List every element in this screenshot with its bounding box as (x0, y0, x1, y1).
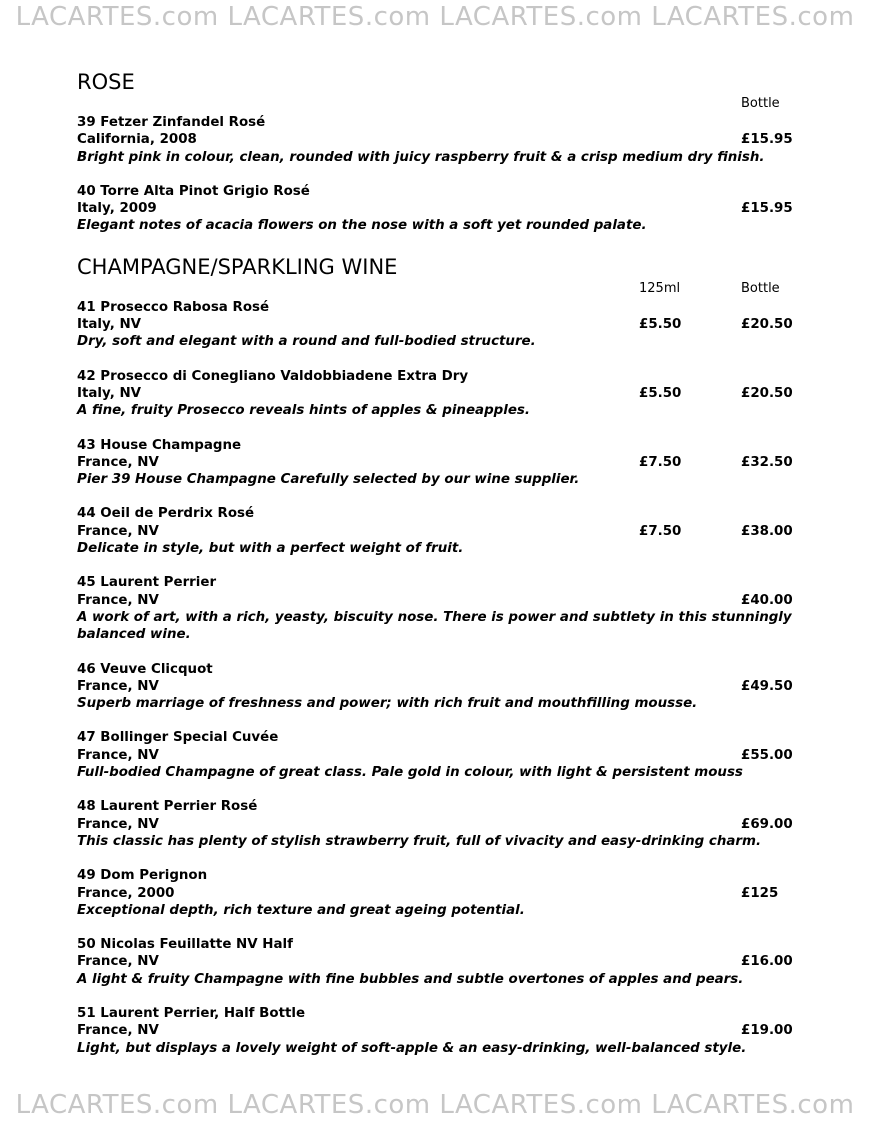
wine-item (77, 437, 807, 489)
wine-origin: France, NV (77, 592, 159, 608)
wine-origin: Italy, NV (77, 385, 142, 401)
wine-name: 47 Bollinger Special Cuvée (77, 730, 279, 746)
price-bottle: £32.50 (741, 454, 793, 470)
wine-name: 49 Dom Perignon (77, 868, 208, 884)
price-bottle: £38.00 (741, 523, 793, 539)
wine-origin: France, 2000 (77, 885, 175, 901)
wine-item (77, 299, 807, 351)
price-125ml: £7.50 (639, 454, 682, 470)
wine-description: Exceptional depth, rich texture and great ageing potential. (77, 902, 525, 918)
wine-description: Dry, soft and elegant with a round and full-bodied structure. (77, 334, 536, 350)
price-bottle: £55.00 (741, 747, 793, 763)
wine-origin: France, NV (77, 523, 159, 539)
wine-name: 41 Prosecco Rabosa Rosé (77, 299, 270, 315)
wine-description: A fine, fruity Prosecco reveals hints of apples & pineapples. (77, 403, 530, 419)
wine-origin: France, NV (77, 747, 159, 763)
wine-item (77, 1005, 807, 1057)
wine-description: Full-bodied Champagne of great class. Pale gold in colour, with light & persistent mouss (77, 765, 743, 781)
column-headers (77, 94, 807, 114)
price-bottle: £20.50 (741, 385, 793, 401)
wine-description: Light, but displays a lovely weight of soft-apple & an easy-drinking, well-balanced style. (77, 1040, 747, 1056)
price-bottle: £15.95 (741, 201, 793, 217)
wine-item (77, 798, 807, 850)
wine-origin: France, NV (77, 1023, 159, 1039)
wine-name: 45 Laurent Perrier (77, 575, 217, 591)
wine-description: Pier 39 House Champagne Carefully selected by our wine supplier. (77, 472, 580, 488)
section-champagne-sparkling (77, 255, 807, 1057)
wine-origin: California, 2008 (77, 132, 197, 148)
wine-description: A light & fruity Champagne with fine bubbles and subtle overtones of apples and pears. (77, 971, 744, 987)
wine-name: 48 Laurent Perrier Rosé (77, 799, 258, 815)
wine-description: Bright pink in colour, clean, rounded with juicy raspberry fruit & a crisp medium dry finish. (77, 149, 765, 165)
wine-item (77, 114, 807, 166)
price-bottle: £69.00 (741, 816, 793, 832)
wine-name: 40 Torre Alta Pinot Grigio Rosé (77, 183, 310, 199)
wine-item (77, 729, 807, 781)
wine-list-page (77, 70, 807, 1057)
section-rose (77, 70, 807, 235)
wine-name: 39 Fetzer Zinfandel Rosé (77, 115, 266, 130)
wine-item (77, 368, 807, 420)
wine-origin: France, NV (77, 454, 159, 470)
price-bottle: £20.50 (741, 317, 793, 333)
wine-name: 51 Laurent Perrier, Half Bottle (77, 1005, 306, 1021)
wine-origin: France, NV (77, 816, 159, 832)
item-list (77, 114, 807, 235)
wine-name: 46 Veuve Clicquot (77, 661, 213, 677)
price-125ml: £5.50 (639, 385, 682, 401)
price-bottle: £16.00 (741, 954, 793, 970)
column-headers (77, 279, 807, 299)
wine-item (77, 661, 807, 713)
section-title: CHAMPAGNE/SPARKLING WINE (77, 254, 398, 279)
wine-description: This classic has plenty of stylish strawberry fruit, full of vivacity and easy-drinking charm. (77, 833, 762, 849)
watermark-bottom: LACARTES.com LACARTES.com LACARTES.com LACARTES.com (15, 1090, 855, 1120)
watermark-top: LACARTES.com LACARTES.com LACARTES.com LACARTES.com (15, 2, 855, 32)
wine-name: 44 Oeil de Perdrix Rosé (77, 506, 255, 522)
price-bottle: £125 (741, 885, 779, 901)
wine-origin: France, NV (77, 954, 159, 970)
price-bottle: £15.95 (741, 132, 793, 148)
section-title: ROSE (77, 70, 135, 94)
price-bottle: £49.50 (741, 678, 793, 694)
wine-item (77, 936, 807, 988)
wine-description: Delicate in style, but with a perfect weight of fruit. (77, 541, 464, 557)
wine-item (77, 574, 807, 643)
wine-item (77, 505, 807, 557)
wine-description: Elegant notes of acacia flowers on the nose with a soft yet rounded palate. (77, 218, 647, 234)
wine-description: Superb marriage of freshness and power; with rich fruit and mouthfilling mousse. (77, 696, 698, 712)
wine-name: 50 Nicolas Feuillatte NV Half (77, 937, 293, 953)
price-125ml: £7.50 (639, 523, 682, 539)
wine-name: 42 Prosecco di Conegliano Valdobbiadene Extra Dry (77, 368, 469, 384)
wine-origin: Italy, 2009 (77, 201, 157, 217)
wine-name: 43 House Champagne (77, 437, 242, 453)
column-bottle-header: Bottle (741, 280, 780, 296)
wine-origin: France, NV (77, 678, 159, 694)
column-125ml-header: 125ml (639, 280, 681, 296)
price-bottle: £19.00 (741, 1023, 793, 1039)
column-bottle-header: Bottle (741, 96, 780, 111)
wine-description: A work of art, with a rich, yeasty, biscuity nose. There is power and subtlety in this stunningly balanced wine. (77, 609, 792, 643)
price-125ml: £5.50 (639, 317, 682, 333)
wine-item (77, 183, 807, 235)
wine-origin: Italy, NV (77, 317, 142, 333)
wine-item (77, 867, 807, 919)
price-bottle: £40.00 (741, 592, 793, 608)
item-list (77, 299, 807, 1057)
